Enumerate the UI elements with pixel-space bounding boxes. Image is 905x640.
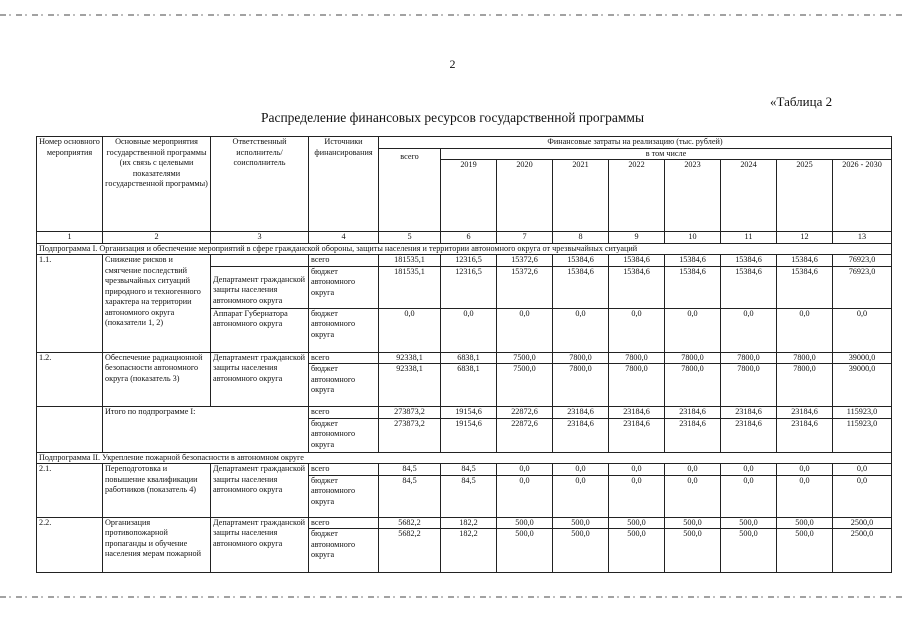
value-cell: 0,0 [721,464,777,476]
header-year: 2023 [665,160,721,232]
value-cell: 76923,0 [833,266,892,308]
value-cell: 0,0 [721,308,777,352]
header-financial-costs: Финансовые затраты на реализацию (тыс. рублей) [379,137,892,149]
value-cell: 7800,0 [665,364,721,407]
value-cell: 12316,5 [441,266,497,308]
value-cell: 7800,0 [721,364,777,407]
value-cell: 0,0 [665,308,721,352]
source-label: бюджет автономного округа [309,475,379,517]
value-cell: 15384,6 [553,255,609,267]
value-cell: 0,0 [777,464,833,476]
value-cell: 181535,1 [379,255,441,267]
value-cell: 273873,2 [379,407,441,419]
column-number: 5 [379,232,441,244]
value-cell: 500,0 [497,529,553,573]
source-label: всего [309,407,379,419]
page-number: 2 [449,57,456,71]
value-cell: 22872,6 [497,418,553,452]
value-cell: 15384,6 [665,266,721,308]
column-number: 13 [833,232,892,244]
value-cell: 0,0 [553,475,609,517]
value-cell: 0,0 [553,464,609,476]
value-cell: 0,0 [553,308,609,352]
value-cell: 0,0 [721,475,777,517]
header-year: 2021 [553,160,609,232]
value-cell: 7500,0 [497,364,553,407]
value-cell: 7800,0 [609,352,665,364]
value-cell: 0,0 [833,308,892,352]
source-label: всего [309,352,379,364]
source-label: бюджет автономного округа [309,529,379,573]
value-cell: 84,5 [441,475,497,517]
value-cell: 23184,6 [721,407,777,419]
table-reference: «Таблица 2 [770,94,833,109]
value-cell: 39000,0 [833,364,892,407]
scan-artifact-bottom [0,596,905,598]
value-cell: 39000,0 [833,352,892,364]
value-cell: 500,0 [721,517,777,529]
executor: Департамент гражданской защиты населения автономного округа [211,464,309,518]
value-cell: 500,0 [553,529,609,573]
header-year: 2024 [721,160,777,232]
finance-table [36,136,892,573]
row-number: 1.1. [37,255,103,353]
value-cell: 19154,6 [441,418,497,452]
value-cell: 0,0 [609,308,665,352]
value-cell: 23184,6 [721,418,777,452]
value-cell: 0,0 [609,475,665,517]
value-cell: 22872,6 [497,407,553,419]
column-number: 9 [609,232,665,244]
source-label: всего [309,464,379,476]
value-cell: 15384,6 [777,266,833,308]
column-number: 12 [777,232,833,244]
value-cell: 0,0 [497,475,553,517]
executor: Департамент гражданской защиты населения автономного округа [211,517,309,573]
value-cell: 6838,1 [441,352,497,364]
value-cell: 92338,1 [379,364,441,407]
value-cell: 500,0 [497,517,553,529]
value-cell: 6838,1 [441,364,497,407]
value-cell: 500,0 [609,529,665,573]
value-cell: 2500,0 [833,517,892,529]
executor: Аппарат Губернатора автономного округа [211,308,309,352]
column-number: 11 [721,232,777,244]
column-number: 10 [665,232,721,244]
value-cell: 500,0 [553,517,609,529]
source-label: бюджет автономного округа [309,266,379,308]
column-number: 2 [103,232,211,244]
source-label: всего [309,255,379,267]
column-number: 3 [211,232,309,244]
value-cell: 19154,6 [441,407,497,419]
column-number: 1 [37,232,103,244]
value-cell: 7800,0 [665,352,721,364]
row-number: 1.2. [37,352,103,407]
activity-name: Переподготовка и повышение квалификации работников (показатель 4) [103,464,211,518]
value-cell: 0,0 [497,464,553,476]
value-cell: 15384,6 [777,255,833,267]
scan-artifact-top [0,14,905,16]
value-cell: 15372,6 [497,266,553,308]
header-year: 2026 - 2030 [833,160,892,232]
value-cell: 500,0 [609,517,665,529]
value-cell: 12316,5 [441,255,497,267]
value-cell: 0,0 [497,308,553,352]
value-cell: 23184,6 [665,407,721,419]
value-cell: 115923,0 [833,407,892,419]
header-sources: Источники финансирования [309,137,379,232]
row-number [37,407,103,453]
value-cell: 15384,6 [721,255,777,267]
header-including: в том числе [441,148,892,160]
value-cell: 15384,6 [609,255,665,267]
value-cell: 92338,1 [379,352,441,364]
value-cell: 23184,6 [609,407,665,419]
column-number: 7 [497,232,553,244]
value-cell: 7800,0 [609,364,665,407]
header-activities: Основные мероприятия государственной программы (их связь с целевыми показателями государственной программы) [103,137,211,232]
value-cell: 23184,6 [777,418,833,452]
subprogram-2-heading: Подпрограмма II. Укрепление пожарной безопасности в автономном округе [37,452,892,464]
activity-name: Организация противопожарной пропаганды и обучение населения мерам пожарной [103,517,211,573]
subprogram-total-label: Итого по подпрограмме I: [103,407,309,453]
value-cell: 0,0 [441,308,497,352]
value-cell: 0,0 [833,475,892,517]
value-cell: 15384,6 [553,266,609,308]
value-cell: 23184,6 [609,418,665,452]
activity-name: Снижение рисков и смягчение последствий чрезвычайных ситуаций природного и техногенного характера на территории автономного округа (показатели 1, 2) [103,255,211,353]
value-cell: 15372,6 [497,255,553,267]
value-cell: 23184,6 [665,418,721,452]
executor: Департамент гражданской защиты населения автономного округа [211,266,309,308]
value-cell: 84,5 [379,464,441,476]
value-cell: 84,5 [379,475,441,517]
value-cell: 500,0 [665,529,721,573]
value-cell: 181535,1 [379,266,441,308]
value-cell: 273873,2 [379,418,441,452]
value-cell: 23184,6 [553,407,609,419]
value-cell: 23184,6 [777,407,833,419]
value-cell: 0,0 [777,308,833,352]
value-cell: 182,2 [441,529,497,573]
value-cell: 115923,0 [833,418,892,452]
subprogram-1-heading: Подпрограмма I. Организация и обеспечение мероприятий в сфере гражданской обороны, защиты населения и территории автономного округа от чрезвычайных ситуаций [37,243,892,255]
value-cell: 15384,6 [665,255,721,267]
value-cell: 182,2 [441,517,497,529]
source-label: бюджет автономного округа [309,364,379,407]
value-cell: 2500,0 [833,529,892,573]
value-cell: 0,0 [379,308,441,352]
row-number: 2.2. [37,517,103,573]
value-cell: 500,0 [665,517,721,529]
header-year: 2025 [777,160,833,232]
header-number: Номер основного мероприятия [37,137,103,232]
value-cell: 500,0 [777,517,833,529]
header-year: 2019 [441,160,497,232]
header-executor: Ответственный исполнитель/ соисполнитель [211,137,309,232]
value-cell: 7800,0 [777,364,833,407]
row-number: 2.1. [37,464,103,518]
value-cell: 7800,0 [553,364,609,407]
header-year: 2020 [497,160,553,232]
value-cell: 23184,6 [553,418,609,452]
value-cell: 7800,0 [777,352,833,364]
value-cell: 0,0 [833,464,892,476]
column-number: 8 [553,232,609,244]
value-cell: 5682,2 [379,517,441,529]
executor [211,255,309,267]
value-cell: 7800,0 [553,352,609,364]
value-cell: 84,5 [441,464,497,476]
source-label: всего [309,517,379,529]
value-cell: 76923,0 [833,255,892,267]
source-label: бюджет автономного округа [309,418,379,452]
value-cell: 500,0 [721,529,777,573]
activity-name: Обеспечение радиационной безопасности автономного округа (показатель 3) [103,352,211,407]
column-number: 4 [309,232,379,244]
value-cell: 15384,6 [721,266,777,308]
value-cell: 15384,6 [609,266,665,308]
value-cell: 7800,0 [721,352,777,364]
header-year: 2022 [609,160,665,232]
value-cell: 500,0 [777,529,833,573]
value-cell: 0,0 [665,464,721,476]
document-title: Распределение финансовых ресурсов государственной программы [260,110,645,125]
header-total: всего [379,148,441,232]
column-number: 6 [441,232,497,244]
value-cell: 0,0 [777,475,833,517]
value-cell: 0,0 [665,475,721,517]
value-cell: 0,0 [609,464,665,476]
value-cell: 7500,0 [497,352,553,364]
source-label: бюджет автономного округа [309,308,379,352]
executor: Департамент гражданской защиты населения автономного округа [211,352,309,407]
value-cell: 5682,2 [379,529,441,573]
